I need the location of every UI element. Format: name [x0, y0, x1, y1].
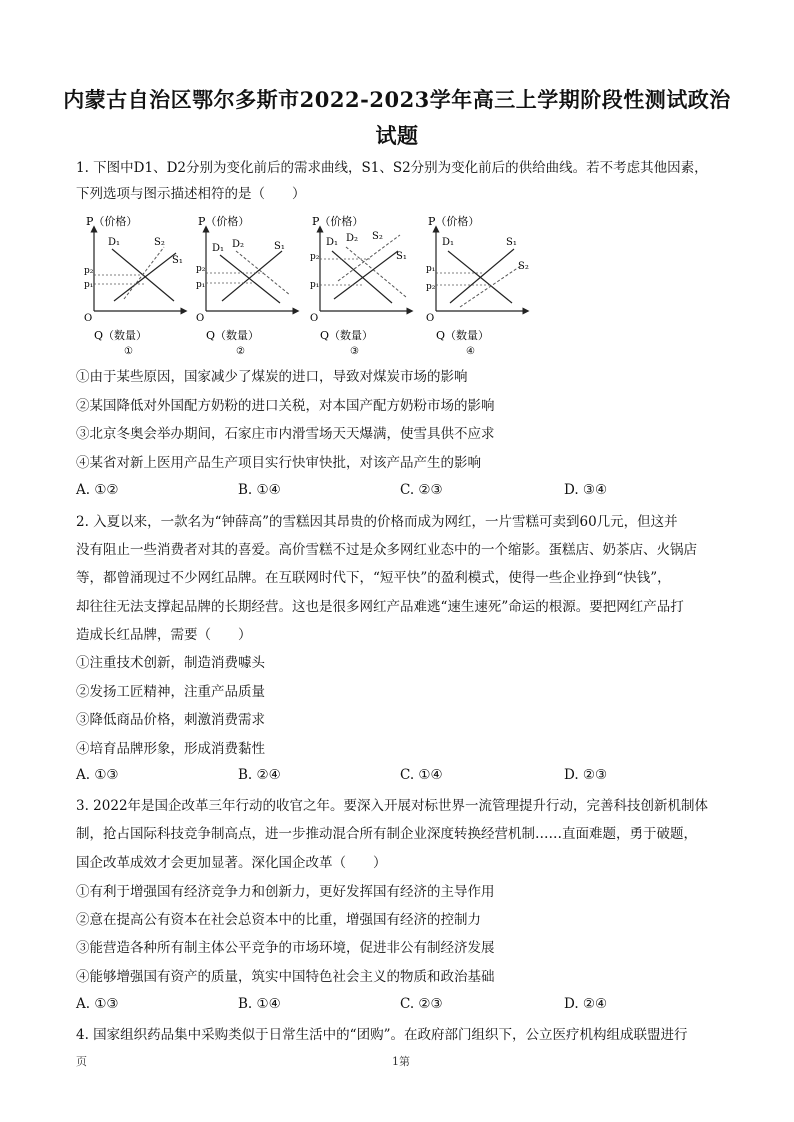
graph-2: [196, 214, 296, 357]
q3-option-a[interactable]: A. ①③: [76, 996, 119, 1012]
graph-3-index: ③: [350, 346, 359, 357]
q2-option-b[interactable]: B. ②④: [238, 767, 281, 783]
svg-text:S₁: S₁: [172, 255, 183, 266]
svg-text:p₂: p₂: [84, 266, 94, 276]
svg-text:p₁: p₁: [310, 280, 320, 290]
q2-stem-line3: 等，都曾涌现过不少网红品牌。在互联网时代下，“短平快”的盈利模式，使得一些企业挣到“快钱”，: [76, 570, 671, 586]
q1-option-d[interactable]: D. ③④: [564, 482, 608, 498]
document-title-line2: 试题: [375, 123, 419, 148]
graph-3: [310, 214, 410, 357]
svg-text:S₂: S₂: [518, 261, 529, 272]
q2-stem-line1: 2. 入夏以来，一款名为“钟薛高”的雪糕因其昂贵的价格而成为网红，一片雪糕可卖到60几元，但这并: [76, 514, 678, 530]
q2-option-d[interactable]: D. ②③: [564, 767, 608, 783]
svg-text:D₁: D₁: [212, 243, 225, 254]
q3-item-2: ②意在提高公有资本在社会总资本中的比重，增强国有经济的控制力: [76, 912, 481, 928]
q2-option-a[interactable]: A. ①③: [76, 767, 119, 783]
q2-stem-line2: 没有阻止一些消费者对其的喜爱。高价雪糕不过是众多网红业态中的一个缩影。蛋糕店、奶茶店、火锅店: [76, 542, 697, 558]
q4-stem-line1: 4. 国家组织药品集中采购类似于日常生活中的“团购”。在政府部门组织下，公立医疗机构组成联盟进行: [76, 1027, 688, 1043]
q1-options: [76, 482, 726, 502]
graph-1-ylabel: P（价格）: [86, 215, 138, 228]
svg-text:S₁: S₁: [506, 237, 517, 248]
svg-text:p₂: p₂: [310, 252, 320, 262]
svg-text:p₁: p₁: [426, 264, 436, 274]
q3-stem-line3: 国企改革成效才会更加显著。深化国企改革（ ）: [76, 855, 387, 871]
graph-1-index: ①: [124, 346, 133, 357]
svg-text:S₁: S₁: [396, 251, 407, 262]
q1-stem-line1: 1. 下图中D1、D2分别为变化前后的需求曲线，S1、S2分别为变化前后的供给曲线。若不考虑其他因素，: [76, 160, 708, 176]
svg-text:D₁: D₁: [442, 237, 455, 248]
q2-stem-line5: 造成长红品牌，需要（ ）: [76, 627, 252, 643]
graph-2-ylabel: P（价格）: [198, 215, 250, 228]
svg-text:S₂: S₂: [372, 231, 383, 242]
footer-left: 页: [76, 1055, 87, 1068]
graph-4: [426, 214, 529, 357]
svg-text:p₁: p₁: [84, 280, 94, 290]
svg-text:S₂: S₂: [154, 237, 165, 248]
footer-page-number: 1第: [392, 1055, 410, 1068]
svg-text:S₁: S₁: [274, 241, 285, 252]
q1-stem-line2: 下列选项与图示描述相符的是（ ）: [76, 186, 306, 202]
q3-item-3: ③能营造各种所有制主体公平竞争的市场环境，促进非公有制经济发展: [76, 940, 495, 956]
q2-item-1: ①注重技术创新，制造消费噱头: [76, 655, 265, 671]
q3-stem-line2: 制，抢占国际科技竞争制高点，进一步推动混合所有制企业深度转换经营机制……直面难题，勇于破题，: [76, 826, 697, 842]
graph-3-ylabel: P（价格）: [312, 215, 364, 228]
supply-demand-graphs: [84, 211, 544, 361]
q1-option-c[interactable]: C. ②③: [400, 482, 443, 498]
q2-item-2: ②发扬工匠精神，注重产品质量: [76, 684, 265, 700]
graph-1-origin: O: [84, 313, 93, 324]
q1-item-3: ③北京冬奥会举办期间，石家庄市内滑雪场天天爆满，使雪具供不应求: [76, 426, 495, 442]
svg-text:p₁: p₁: [196, 280, 206, 290]
graph-1-xlabel: Q（数量）: [94, 329, 148, 342]
svg-text:D₂: D₂: [232, 239, 245, 250]
graph-4-ylabel: P（价格）: [428, 215, 480, 228]
q1-option-b[interactable]: B. ①④: [238, 482, 281, 498]
q1-item-2: ②某国降低对外国配方奶粉的进口关税，对本国产配方奶粉市场的影响: [76, 398, 495, 414]
svg-text:p₂: p₂: [196, 264, 206, 274]
q3-options: [76, 996, 726, 1016]
q1-item-4: ④某省对新上医用产品生产项目实行快审快批，对该产品产生的影响: [76, 455, 481, 471]
graph-1: [84, 214, 184, 357]
q3-option-c[interactable]: C. ②③: [400, 996, 443, 1012]
graph-2-xlabel: Q（数量）: [206, 329, 260, 342]
graph-3-origin: O: [310, 313, 319, 324]
q3-option-b[interactable]: B. ①④: [238, 996, 281, 1012]
svg-text:D₁: D₁: [108, 237, 121, 248]
document-title-line1: 内蒙古自治区鄂尔多斯市2022-2023学年高三上学期阶段性测试政治: [63, 87, 731, 112]
graph-2-origin: O: [196, 313, 205, 324]
q2-options: [76, 767, 726, 787]
q2-option-c[interactable]: C. ①④: [400, 767, 443, 783]
graph-3-xlabel: Q（数量）: [320, 329, 374, 342]
graph-4-xlabel: Q（数量）: [436, 329, 490, 342]
q2-item-4: ④培育品牌形象，形成消费黏性: [76, 741, 265, 757]
q2-stem-line4: 却往往无法支撑起品牌的长期经营。这也是很多网红产品难逃“速生速死”命运的根源。要把网红产品打: [76, 599, 684, 615]
graphs-svg: [84, 211, 544, 361]
graph-4-origin: O: [426, 313, 435, 324]
svg-text:D₂: D₂: [346, 233, 359, 244]
q3-option-d[interactable]: D. ②④: [564, 996, 608, 1012]
q1-item-1: ①由于某些原因，国家减少了煤炭的进口，导致对煤炭市场的影响: [76, 369, 468, 385]
q3-stem-line1: 3. 2022年是国企改革三年行动的收官之年。要深入开展对标世界一流管理提升行动，完善科技创新机制体: [76, 798, 709, 814]
svg-text:D₁: D₁: [326, 237, 339, 248]
q2-item-3: ③降低商品价格，刺激消费需求: [76, 712, 265, 728]
q1-option-a[interactable]: A. ①②: [76, 482, 119, 498]
q3-item-4: ④能够增强国有资产的质量，筑实中国特色社会主义的物质和政治基础: [76, 969, 495, 985]
svg-text:p₂: p₂: [426, 282, 436, 292]
graph-2-index: ②: [236, 346, 245, 357]
q3-item-1: ①有利于增强国有经济竞争力和创新力，更好发挥国有经济的主导作用: [76, 884, 495, 900]
graph-4-index: ④: [466, 346, 475, 357]
